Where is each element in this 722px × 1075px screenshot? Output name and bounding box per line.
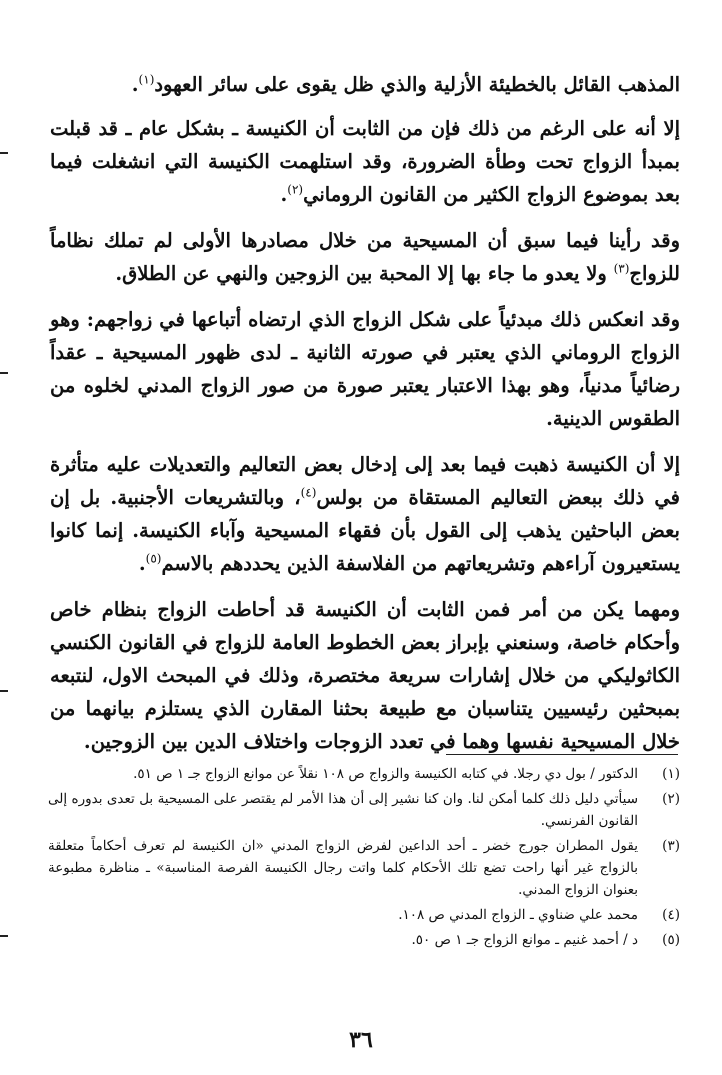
footnote-divider [446,754,678,755]
footnote-text: الدكتور / بول دي رجلا. في كتابه الكنيسة والزواج ص ١٠٨ نقلاً عن موانع الزواج جـ ١ ص ٥١. [133,766,638,782]
footnote-text: د / أحمد غنيم ـ موانع الزواج جـ ١ ص ٥٠. [411,932,638,948]
footnote-5 [48,929,680,951]
footnote-2 [48,788,680,832]
scan-edge-mark [0,690,8,692]
footnote-ref: (٥) [145,551,162,566]
scan-edge-mark [0,152,8,154]
footnote-ref: (٣) [613,261,630,276]
paragraph-text: وقد رأينا فيما سبق أن المسيحية من خلال مصادرها الأولى لم تملك نظاماً للزواج [50,229,680,285]
footnote-4 [48,904,680,926]
paragraph-text: . [280,183,288,206]
paragraph-text: . [131,73,139,96]
paragraph-1 [50,68,680,101]
paragraph-text: ولا يعدو ما جاء بها إلا المحبة بين الزوجين والنهي عن الطلاق. [115,262,614,285]
paragraph-text: . [138,552,146,575]
paragraph-6 [50,593,680,758]
main-text [50,68,680,771]
footnote-text: سيأتي دليل ذلك كلما أمكن لنا. وان كنا نشير إلى أن هذا الأمر لم يقتصر على المسيحية بل تعدى بدوره إلى القانون الفرنسي. [48,791,638,829]
paragraph-text: إلا أن الكنيسة ذهبت فيما بعد إلى إدخال بعض التعاليم والتعديلات عليه متأثرة في ذلك ببعض التعاليم المستقاة من بولس [50,453,680,509]
footnote-number: (٤) [662,907,680,923]
footnote-ref: (١) [138,72,155,87]
footnote-ref: (٢) [287,182,304,197]
footnote-1 [48,763,680,785]
footnote-text: يقول المطران جورج خضر ـ أحد الداعين لفرض الزواج المدني «ان الكنيسة لم تعرف أحكاماً متعلقة بالزواج غير أنها راحت تضع تلك الأحكام كلما واتت رجال الكنيسة الفرصة المناسبة» ـ مناظرة مطبوعة بعنوان الزواج المدني. [48,838,638,898]
paragraph-2 [50,112,680,211]
paragraph-text: إلا أنه على الرغم من ذلك فإن من الثابت أن الكنيسة ـ بشكل عام ـ قد قبلت بمبدأ الزواج تحت وطأة الضرورة، وقد استلهمت الكنيسة التي انشغلت فيما بعد بموضوع الزواج الكثير من القانون الروماني [50,117,680,206]
paragraph-text: المذهب القائل بالخطيئة الأزلية والذي ظل يقوى على سائر العهود [154,73,680,96]
paragraph-text: وقد انعكس ذلك مبدئياً على شكل الزواج الذي ارتضاه أتباعها في زواجهم: وهو الزواج الروماني الذي يعتبر في صورته الثانية ـ لدى ظهور المسيحية ـ عقداً رضائياً مدنياً، وهو بهذا الاعتبار يعتبر صورة من صور الزواج المدني لخلوه من الطقوس الدينية. [50,308,680,430]
footnote-number: (٢) [662,791,680,807]
paragraph-text: ومهما يكن من أمر فمن الثابت أن الكنيسة قد أحاطت الزواج بنظام خاص وأحكام خاصة، وسنعني بإبراز بعض الخطوط العامة للزواج في القانون الكنسي الكاثوليكي من خلال إشارات سريعة مختصرة، وذلك في المبحث الاول، لنتبعه بمبحثين رئيسيين يتناسبان مع طبيعة بحثنا المقارن الذي يستلزم بيانهما من خلال المسيحية نفسها وهما في تعدد الزوجات واختلاف الدين بين الزوجين. [50,598,680,753]
footnotes [48,763,680,954]
page-number: ٣٦ [349,1027,373,1053]
footnote-text: محمد علي ضناوي ـ الزواج المدني ص ١٠٨. [398,907,638,923]
paragraph-text: ، وبالتشريعات الأجنبية. بل إن بعض الباحثين يذهب إلى القول بأن فقهاء المسيحية وآباء الكنيسة. إنما كانوا يستعيرون آراءهم وتشريعاتهم من الفلاسفة الذين يحددهم بالاسم [50,486,680,575]
footnote-number: (١) [662,766,680,782]
scan-edge-mark [0,372,8,374]
footnote-number: (٥) [662,932,680,948]
scan-edge-mark [0,935,8,937]
paragraph-5 [50,448,680,580]
footnote-ref: (٤) [300,485,317,500]
paragraph-3 [50,224,680,290]
footnote-3 [48,835,680,901]
paragraph-4 [50,303,680,435]
footnote-number: (٣) [662,838,680,854]
